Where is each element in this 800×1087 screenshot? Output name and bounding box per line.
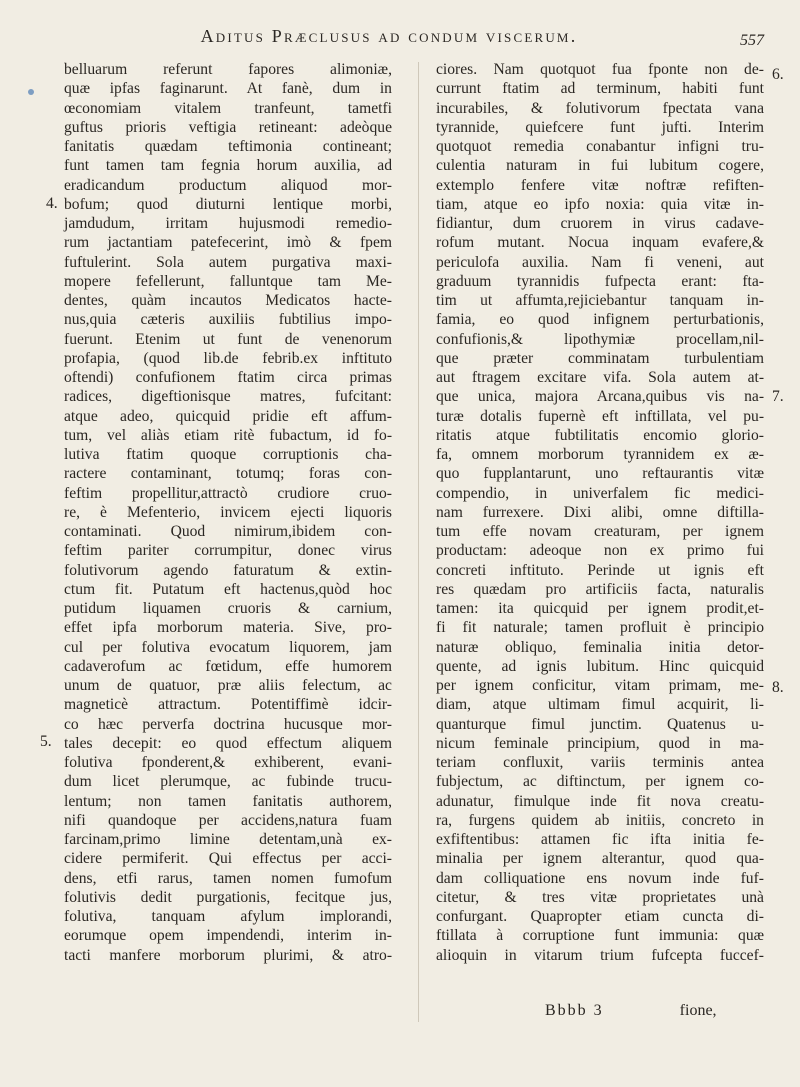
margin-number-8: 8. [772,679,784,696]
left-column-line: tales decepit: eo quod effectum aliquem [64,734,392,752]
left-column-line: lentum; non tamen fanitatis authorem, [64,792,392,810]
left-column-line: guftus prioris veftigia retineant: adeòque [64,118,392,136]
right-column-line: fidiantur, dum cruorem in virus cadave- [436,215,764,232]
left-column-line: feftim pariter corrumpitur, donec virus [64,542,393,560]
margin-number-7: 7. [772,388,784,405]
left-column-line: nifi quandoque per accidens,natura fuam [64,811,392,829]
right-column-line: aut ftragem excitare vifa. Sola autem at- [436,369,765,386]
right-column-line: que præter comminatam turbulentiam [436,349,764,367]
left-column-line: feftim propellitur,attractò crudiore cruo- [64,484,392,502]
left-column-line: belluarum referunt fapores alimoniæ, [64,61,392,78]
right-column-line: tim ut affumta,rejiciebantur tanquam in- [436,292,764,309]
right-column-line: diam, atque ultimam fimul acquirit, li- [436,696,764,714]
right-column-line: quotquot remedia conabantur infigni tru- [436,138,764,155]
right-column-line: tamen: ita quicquid per ignem prodit,et- [436,600,764,617]
right-column-line: tiam, atque eo ipfo noxia: quia vitæ in- [436,195,764,213]
left-column-line: fanitatis quædam teftimonia contineant; [64,138,392,155]
left-column-line: fuerunt. Etenim ut funt de venenorum [64,330,392,348]
right-column-line: fa, omnem morborum tyrannidem ex æ- [436,446,764,463]
right-column-line: ritatis atque fubtilitatis encomio glorio- [436,426,764,444]
right-column-line: confufionis,& lipothymiæ procellam,nil- [436,330,764,348]
left-column-line: putidum liquamen cruoris & carnium, [64,600,392,617]
right-column-line: incurabiles, & folutivorum fpectata vana [436,99,764,117]
right-column-line: ftillata à corruptione funt immunia: quæ [436,927,765,945]
left-column-line: oftendi) confufionem ftatim circa primas [64,369,393,386]
left-column-line: cadaverofum ac fœtidum, effe humorem [64,657,392,675]
left-column-line: folutiva, tanquam afylum implorandi, [64,908,392,925]
left-column-line: nus,quia cæteris auxiliis fubtilius impo- [64,311,392,329]
ink-stain-dot [28,89,34,95]
column-divider [418,62,419,1022]
signature-mark [545,1002,717,1020]
right-column-line: confurgant. Quapropter etiam cuncta di- [436,908,764,925]
left-column-line: dens, etfi rarus, tamen nomen fumofum [64,869,393,887]
catchword: fione, [679,1002,717,1019]
right-column-line: ciores. Nam quotquot fua fponte non de- [436,61,764,78]
right-column-line: exfiftentibus: attamen fic ifta initia fe- [436,831,764,848]
right-column-line: quanturque fimul junctim. Quatenus u- [436,715,764,733]
right-column-line: que unica, majora Arcana,quibus vis na- [436,388,765,406]
left-column-line: mopere fefellerunt, falluntque tam Me- [64,272,392,290]
right-column-line: fubjectum, ac diftinctum, per ignem co- [436,773,764,791]
left-column-line: œconomiam vitalem tranfeunt, tametfi [64,99,392,117]
left-column-line: funt tamen tam fegnia horum auxilia, ad [64,157,392,175]
right-column-line: quente, ad ignis lubitum. Hinc quicquid [436,657,764,675]
left-column-line: eradicandum productum aliquod mor- [64,176,392,194]
left-column-line: contaminati. Quod nimirum,ibidem con- [64,523,392,540]
right-text-column [436,60,764,965]
left-column-line: ractere contaminant, totumq; foras con- [64,465,393,483]
left-column-line: dentes, quàm incautos Medicatos hacte- [64,292,392,309]
right-column-line: tum effe novam creaturam, per ignem [436,523,765,540]
page-number: 557 [740,32,764,49]
left-column-line: tacti manfere morborum plurimi, & atro- [64,946,393,964]
right-column-line: ra, furgens quidem ab initiis, concreto in [436,811,764,829]
right-column-line: per ignem conficitur, vitam primam, me- [436,677,764,694]
left-column-line: profapia, (quod lib.de febrib.ex inftituto [64,349,392,367]
left-column-line: bofum; quod diuturni lentique morbi, [64,195,392,213]
right-column-line: tyrannide, quiefcere funt jufti. Interim [436,118,764,136]
left-column-line: ctum fit. Putatum eft hactenus,quòd hoc [64,580,393,598]
left-column-line: radices, digeftionisque matres, fufcitant: [64,388,392,406]
left-column-line: farcinam,primo limine detentam,unà ex- [64,831,392,848]
right-column-line: turæ dotalis fupernè eft inftillata, vel pu- [436,407,765,425]
left-column-line: fuftulerint. Sola autem purgativa maxi- [64,253,392,271]
right-column-line: graduum tyrannidis fufpecta erant: fta- [436,272,765,290]
margin-number-5: 5. [40,733,52,750]
left-column-line: effet ipfa morborum materia. Sive, pro- [64,619,392,637]
left-text-column [64,60,392,965]
margin-number-6: 6. [772,66,784,83]
left-column-line: jamdudum, irritam hujusmodi remedio- [64,215,393,232]
right-column-line: concreti inftituto. Perinde ut ignis eft [436,561,764,579]
left-column-line: quæ ipfas faginarunt. At fanè, dum in [64,80,392,98]
right-column-line: minalia per ignem alterantur, quod qua- [436,850,765,868]
right-column-line: res quædam pro artificiis facta, naturalis [436,580,764,598]
running-title: Aditus Præclusus ad condum viscerum. [200,26,578,46]
right-column-line: fi fit naturale; tamen profluit è principio [436,619,765,637]
left-column-line: tum, vel aliàs etiam ritè fubactum, id fo- [64,426,393,444]
left-column-line: atque adeo, quicquid pridie eft affum- [64,407,392,425]
left-column-line: eorumque opem impendendi, interim in- [64,927,392,945]
left-column-line: unum de quatuor, præ aliis felectum, ac [64,677,392,694]
right-column-line: alioquin in vitarum trium fufcepta fuccef- [436,946,764,964]
right-column-line: nicum feminale principium, quod in ma- [436,734,765,752]
right-column-line: teriam confluxit, variis terminis antea [436,754,764,771]
left-column-line: dum licet plerumque, ac fubinde trucu- [64,773,392,791]
right-column-line: dam colliquatione ens novum inde fuf- [436,869,764,887]
page-header [64,26,764,58]
right-column-line: citetur, & tres vitæ proprietates unà [436,888,764,906]
left-column-line: magneticè attractum. Potentiffimè idcir- [64,696,392,714]
right-column-line: nam furrexere. Dixi alibi, omne diftilla- [436,503,764,521]
left-column-line: rum jactantiam patefecerint, imò & fpem [64,234,393,252]
right-column-line: famia, eo quod infignem perturbationis, [436,311,764,329]
left-column-line: re, è Mefenterio, invicem ejecti liquoris [64,503,392,521]
right-column-line: compendio, in univerfalem fic medici- [436,484,764,502]
right-column-line: periculofa auxilia. Nam fi veneni, aut [436,253,764,271]
right-column-line: extemplo fenfere vitæ noftræ refiften- [436,176,764,194]
right-column-line: currunt ftatim ad terminum, habiti funt [436,80,764,98]
right-column-line: rofum mutant. Nocua inquam evafere,& [436,234,764,252]
margin-number-4: 4. [46,195,58,212]
left-column-line: lutiva ftatim quoque corruptionis cha- [64,446,393,463]
right-column-line: productam: adeoque non ex primo fui [436,542,764,560]
left-column-line: cul per folutiva evocatum liquorem, jam [64,638,393,656]
right-column-line: adunatur, fimulque inde fit nova creatu- [436,792,765,810]
left-column-line: co hæc perverfa doctrina hucusque mor- [64,715,393,733]
left-column-line: cidere permiferit. Qui effectus per acci- [64,850,392,868]
left-column-line: folutivis dedit purgationis, fecitque jus, [64,888,393,906]
left-column-line: folutiva fponderent,& exhiberent, evani- [64,754,392,771]
right-column-line: culentia naturam in fui lubitum cogere, [436,157,765,175]
signature-label: Bbbb 3 [545,1002,604,1019]
left-column-line: folutivorum agendo faturatum & extin- [64,561,392,579]
right-column-line: naturæ obliquo, feminalia initia detor- [436,638,764,656]
right-column-line: quo fupplantarunt, uno reftaurantis vitæ [436,465,764,483]
